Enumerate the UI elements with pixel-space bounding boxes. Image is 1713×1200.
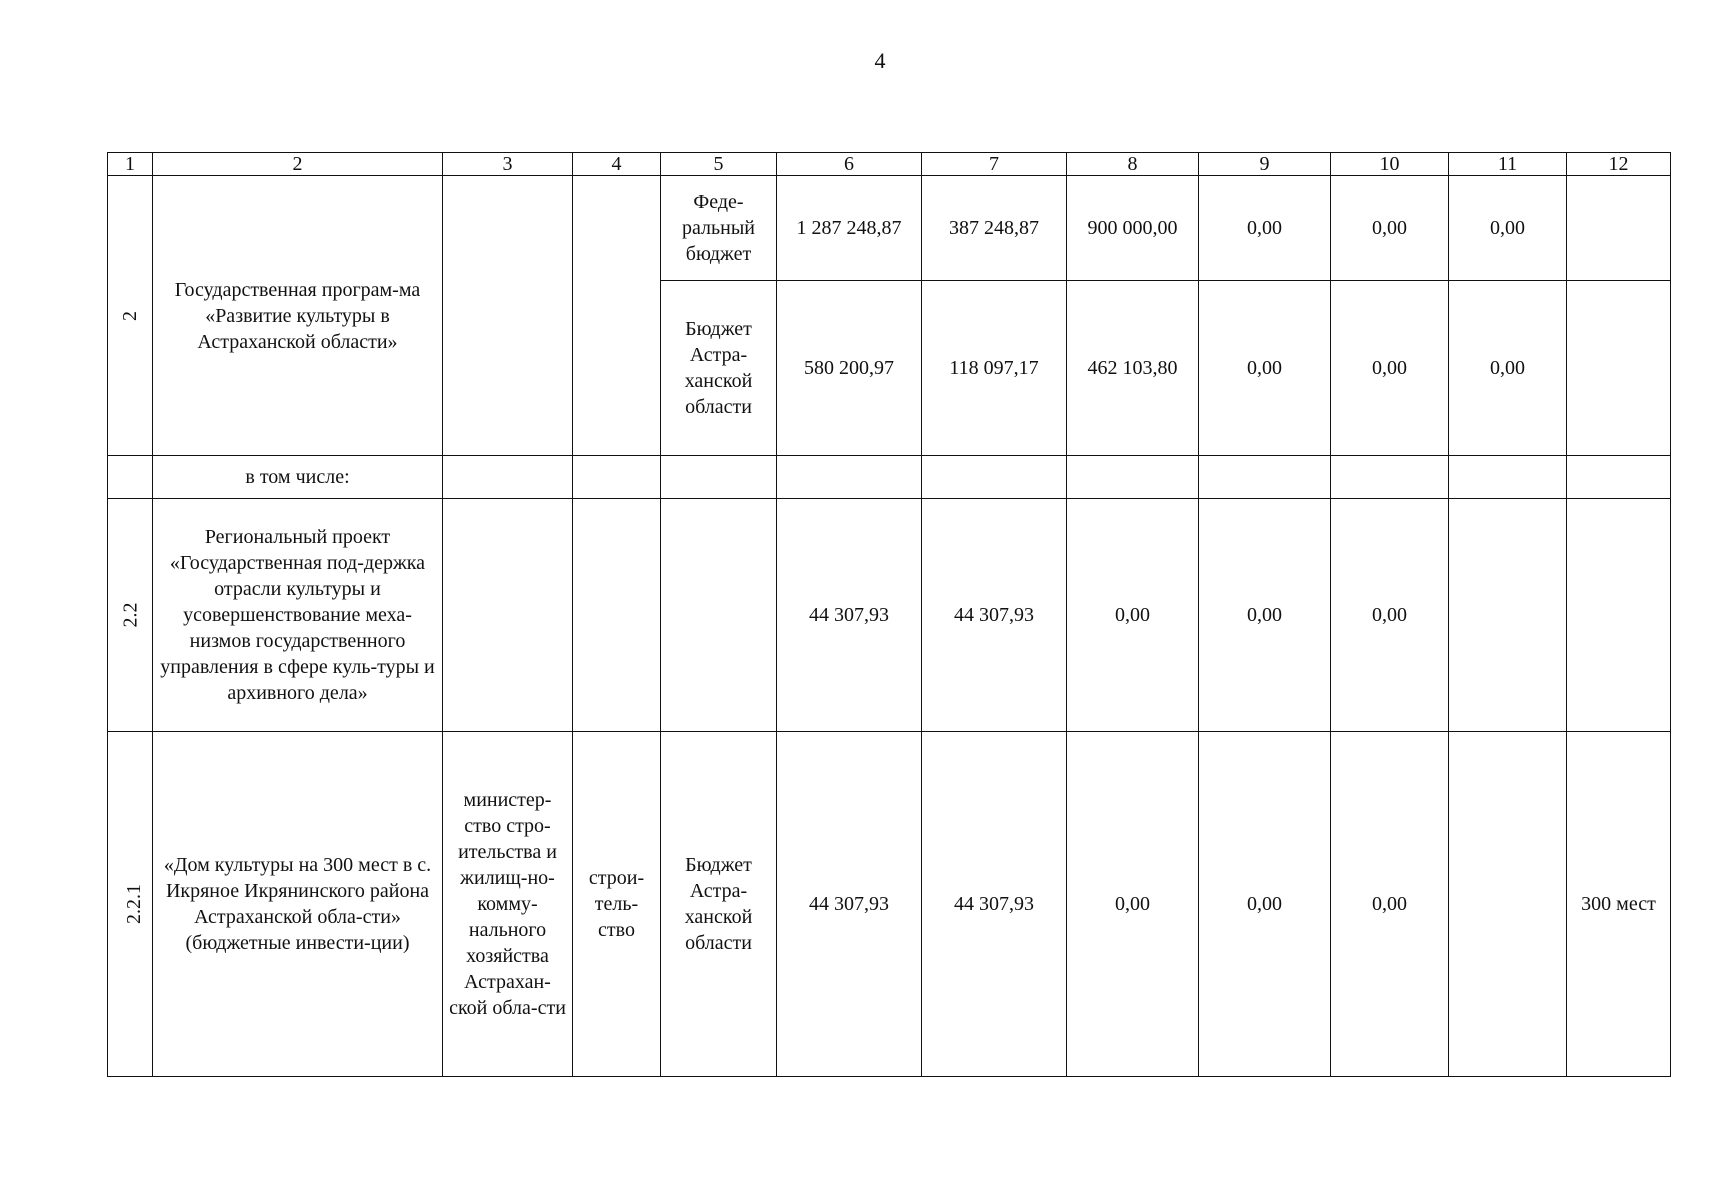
column-header: 4 xyxy=(573,153,661,176)
amount-cell: 0,00 xyxy=(1199,281,1331,456)
column-header: 7 xyxy=(922,153,1067,176)
row-number-text: 2.2.1 xyxy=(123,884,145,924)
amount-cell: 44 307,93 xyxy=(777,499,922,732)
empty-cell xyxy=(1199,456,1331,499)
amount-cell: 44 307,93 xyxy=(922,732,1067,1077)
amount-cell: 44 307,93 xyxy=(922,499,1067,732)
row-number xyxy=(108,732,153,1077)
funding-source: Бюджет Астра-ханской области xyxy=(661,281,777,456)
project-name: Региональный проект «Государственная под-держка отрасли культуры и усовершенствование меха-низмов государственного управления в сфере куль-туры и архивного дела» xyxy=(153,499,443,732)
funding-source: Феде-ральный бюджет xyxy=(661,176,777,281)
result-cell xyxy=(1567,281,1671,456)
empty-cell xyxy=(661,456,777,499)
empty-cell xyxy=(1567,456,1671,499)
column-header: 5 xyxy=(661,153,777,176)
amount-cell: 0,00 xyxy=(1331,281,1449,456)
empty-cell xyxy=(443,456,573,499)
executor-cell xyxy=(443,499,573,732)
column-number-row xyxy=(108,153,1671,176)
amount-cell: 0,00 xyxy=(1331,732,1449,1077)
empty-cell xyxy=(1067,456,1199,499)
column-header: 9 xyxy=(1199,153,1331,176)
empty-cell xyxy=(1449,456,1567,499)
budget-table xyxy=(107,152,1671,1077)
amount-cell: 0,00 xyxy=(1199,499,1331,732)
amount-cell: 44 307,93 xyxy=(777,732,922,1077)
amount-cell: 0,00 xyxy=(1449,281,1567,456)
amount-cell: 118 097,17 xyxy=(922,281,1067,456)
page-number: 4 xyxy=(874,48,886,73)
result-cell: 300 мест xyxy=(1567,732,1671,1077)
funding-source xyxy=(661,499,777,732)
table-row-project xyxy=(108,499,1671,732)
executor-cell xyxy=(443,176,573,456)
row-number xyxy=(108,499,153,732)
result-cell xyxy=(1567,176,1671,281)
column-header: 3 xyxy=(443,153,573,176)
row-number xyxy=(108,456,153,499)
empty-cell xyxy=(922,456,1067,499)
column-header: 12 xyxy=(1567,153,1671,176)
funding-source: Бюджет Астра-ханской области xyxy=(661,732,777,1077)
amount-cell: 0,00 xyxy=(1331,176,1449,281)
amount-cell xyxy=(1449,499,1567,732)
amount-cell: 900 000,00 xyxy=(1067,176,1199,281)
amount-cell: 0,00 xyxy=(1199,176,1331,281)
amount-cell: 462 103,80 xyxy=(1067,281,1199,456)
row-number-text: 2.2 xyxy=(119,602,141,628)
row-number xyxy=(108,176,153,456)
table-row-program-federal xyxy=(108,176,1671,281)
empty-cell xyxy=(573,456,661,499)
empty-cell xyxy=(777,456,922,499)
column-header: 2 xyxy=(153,153,443,176)
amount-cell xyxy=(1449,732,1567,1077)
amount-cell: 0,00 xyxy=(1199,732,1331,1077)
column-header: 1 xyxy=(108,153,153,176)
table-row-including xyxy=(108,456,1671,499)
row-number-text: 2 xyxy=(119,310,141,321)
amount-cell: 1 287 248,87 xyxy=(777,176,922,281)
empty-cell xyxy=(1331,456,1449,499)
amount-cell: 387 248,87 xyxy=(922,176,1067,281)
work-type-cell: строи-тель-ство xyxy=(573,732,661,1077)
column-header: 10 xyxy=(1331,153,1449,176)
table-row-object xyxy=(108,732,1671,1077)
column-header: 6 xyxy=(777,153,922,176)
column-header: 11 xyxy=(1449,153,1567,176)
amount-cell: 0,00 xyxy=(1067,499,1199,732)
executor-cell: министер-ство стро-ительства и жилищ-но-комму-нального хозяйства Астрахан-ской обла-сти xyxy=(443,732,573,1077)
including-label: в том числе: xyxy=(153,456,443,499)
amount-cell: 0,00 xyxy=(1449,176,1567,281)
amount-cell: 580 200,97 xyxy=(777,281,922,456)
work-type-cell xyxy=(573,176,661,456)
column-header: 8 xyxy=(1067,153,1199,176)
work-type-cell xyxy=(573,499,661,732)
program-name: Государственная програм-ма «Развитие культуры в Астраханской области» xyxy=(153,176,443,456)
result-cell xyxy=(1567,499,1671,732)
object-name: «Дом культуры на 300 мест в с. Икряное Икрянинского района Астраханской обла-сти» (бюджетные инвести-ции) xyxy=(153,732,443,1077)
amount-cell: 0,00 xyxy=(1067,732,1199,1077)
amount-cell: 0,00 xyxy=(1331,499,1449,732)
